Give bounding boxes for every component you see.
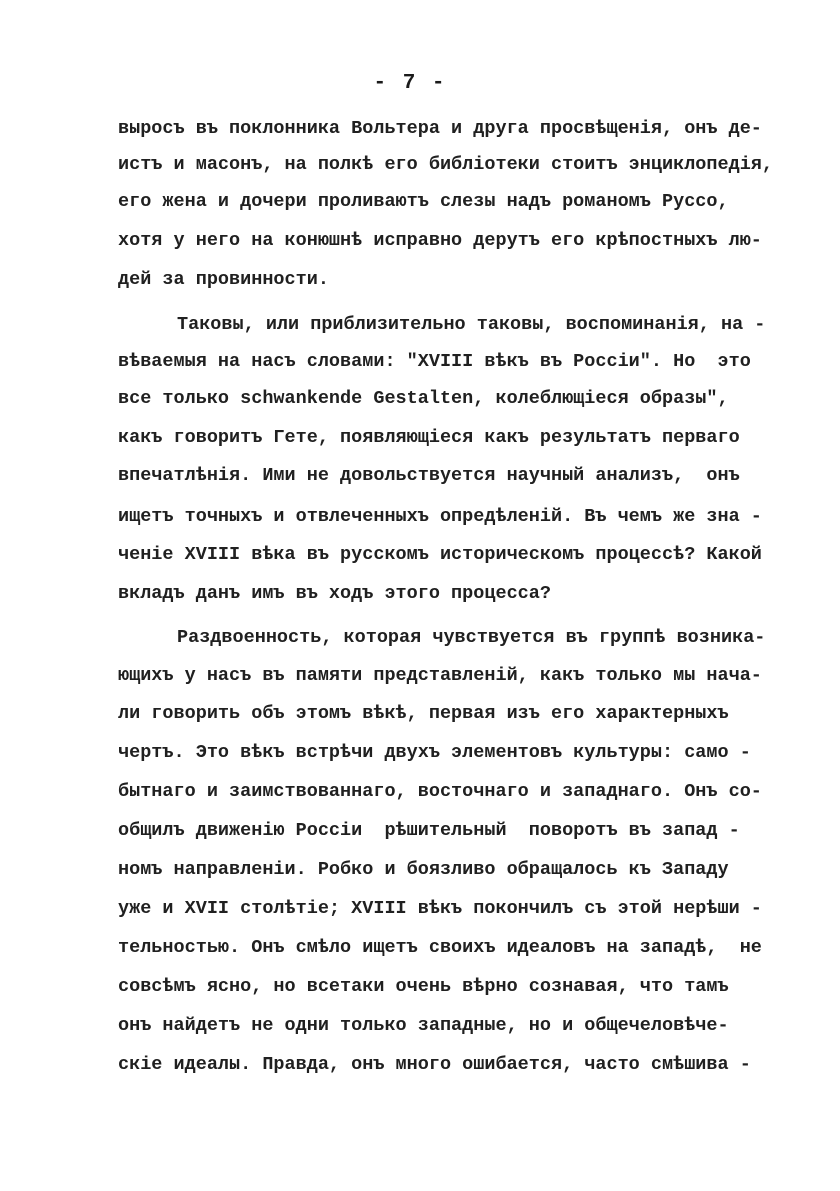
text-line-8: все только schwankende Gestalten, колеблющіеся образы", — [118, 388, 729, 409]
text-line-21: уже и XVII столѣтіе; XVIII вѣкъ покончилъ съ этой нерѣши - — [118, 898, 762, 919]
text-line-3: его жена и дочери проливаютъ слезы надъ романомъ Руссо, — [118, 191, 729, 212]
text-line-25: скіе идеалы. Правда, онъ много ошибается, часто смѣшива - — [118, 1054, 751, 1075]
text-line-5: дей за провинности. — [118, 269, 329, 290]
text-line-15: ющихъ у насъ въ памяти представленій, какъ только мы нача- — [118, 665, 762, 686]
text-line-11: ищетъ точныхъ и отвлеченныхъ опредѣленій. Въ чемъ же зна - — [118, 506, 762, 527]
text-line-10: впечатлѣнія. Ими не довольствуется научный анализъ, онъ — [118, 465, 740, 486]
text-line-16: ли говорить объ этомъ вѣкѣ, первая изъ его характерныхъ — [118, 703, 729, 724]
text-line-7: вѣваемыя на насъ словами: "XVIII вѣкъ въ Россіи". Но это — [118, 351, 751, 372]
text-line-9: какъ говоритъ Гете, появляющіеся какъ результатъ перваго — [118, 427, 740, 448]
text-line-13: вкладъ данъ имъ въ ходъ этого процесса? — [118, 583, 551, 604]
page-number: - 7 - — [373, 72, 447, 95]
text-line-19: общилъ движенію Россіи рѣшительный поворотъ въ запад - — [118, 820, 740, 841]
text-line-6: Таковы, или приблизительно таковы, воспоминанія, на - — [177, 314, 766, 335]
text-line-24: онъ найдетъ не одни только западные, но и общечеловѣче- — [118, 1015, 729, 1036]
text-line-23: совсѣмъ ясно, но всетаки очень вѣрно сознавая, что тамъ — [118, 976, 729, 997]
text-line-2: истъ и масонъ, на полкѣ его библіотеки стоитъ энциклопедія, — [118, 154, 774, 175]
text-line-14: Раздвоенность, которая чувствуется въ группѣ возника- — [177, 627, 766, 648]
text-line-4: хотя у него на конюшнѣ исправно дерутъ его крѣпостныхъ лю- — [118, 230, 762, 251]
text-line-18: бытнаго и заимствованнаго, восточнаго и западнаго. Онъ со- — [118, 781, 762, 802]
text-line-12: ченіе XVIII вѣка въ русскомъ историческомъ процессѣ? Какой — [118, 544, 762, 565]
text-line-22: тельностью. Онъ смѣло ищетъ своихъ идеаловъ на западѣ, не — [118, 937, 762, 958]
text-line-20: номъ направленіи. Робко и боязливо обращалось къ Западу — [118, 859, 729, 880]
text-line-17: чертъ. Это вѣкъ встрѣчи двухъ элементовъ культуры: само - — [118, 742, 751, 763]
text-line-1: выросъ въ поклонника Вольтера и друга просвѣщенія, онъ де- — [118, 118, 762, 139]
